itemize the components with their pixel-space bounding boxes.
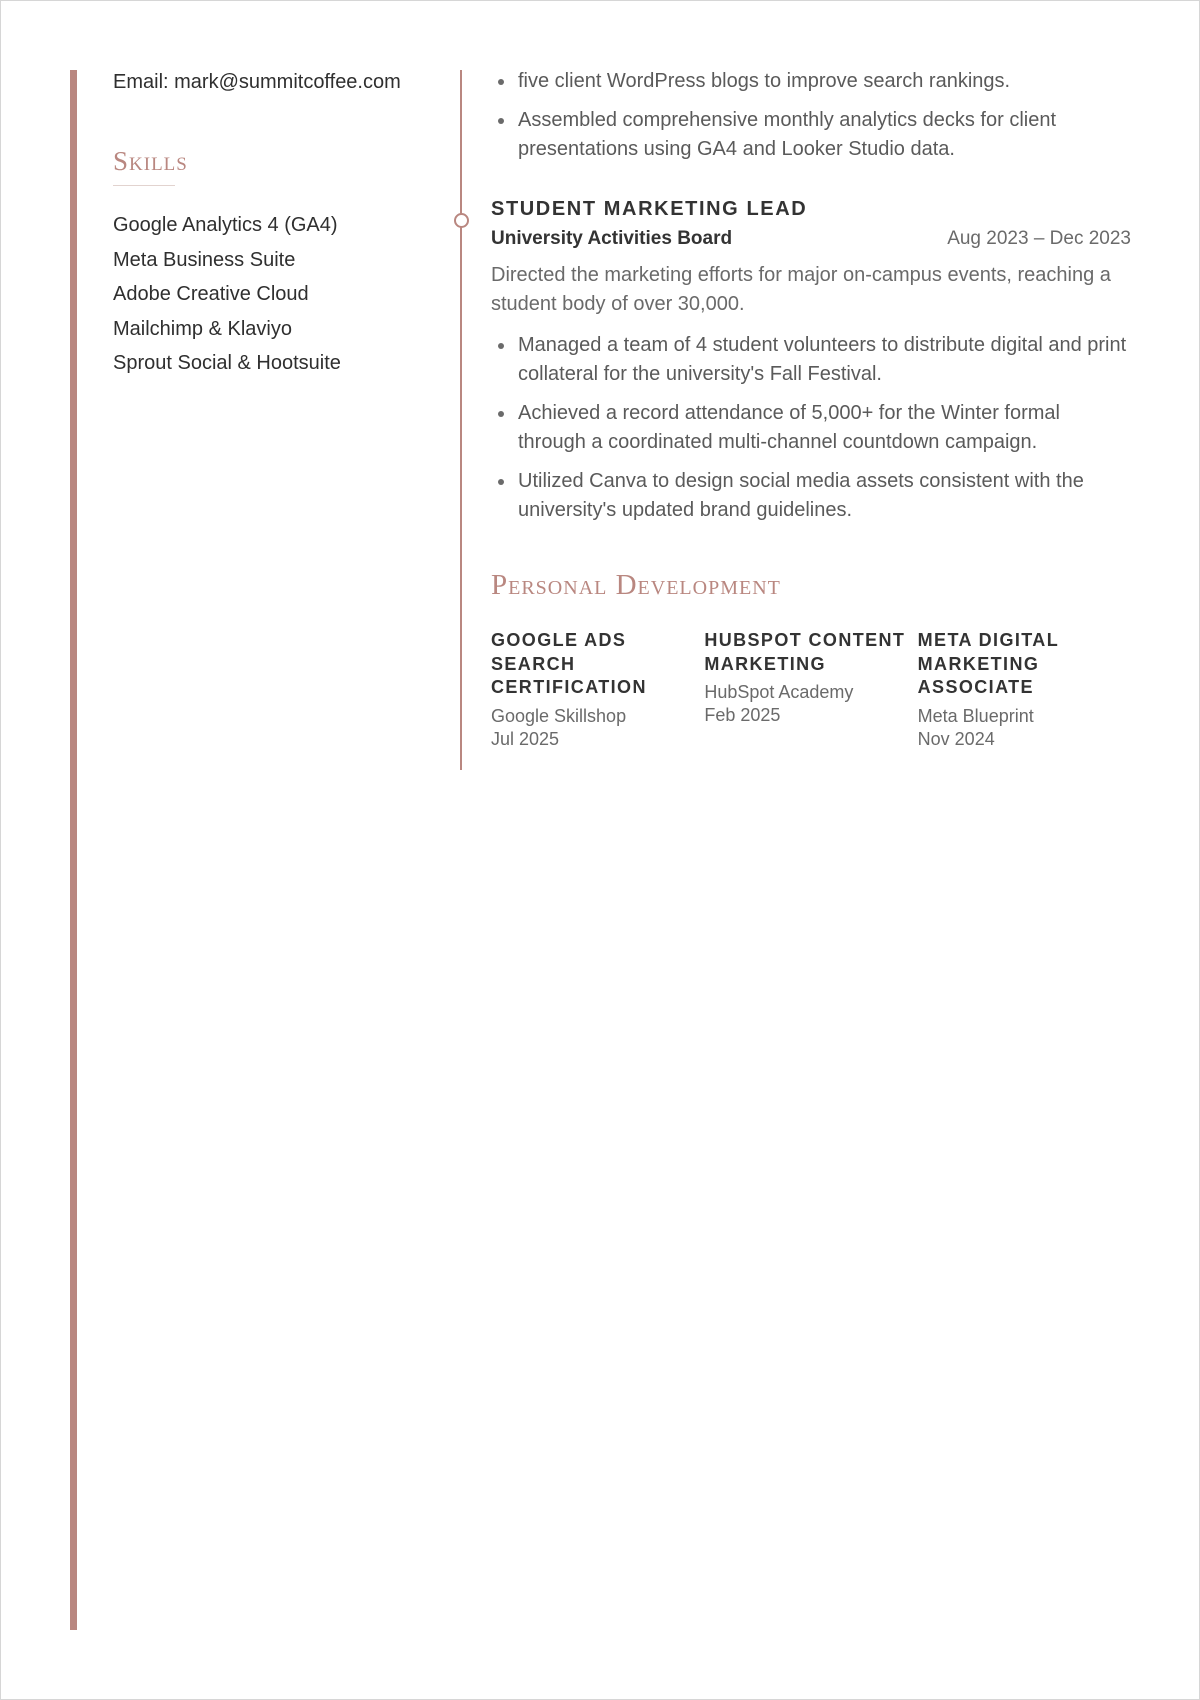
skills-heading: [113, 145, 443, 194]
certification-name: HUBSPOT CONTENT MARKETING: [704, 630, 906, 674]
timeline-marker-icon: [454, 213, 469, 228]
skill-item: Sprout Social & Hootsuite: [113, 352, 341, 374]
accent-bar: [70, 70, 77, 1630]
skills-list: [113, 208, 443, 381]
certification-date: Feb 2025: [704, 705, 781, 725]
certification-item: [704, 629, 917, 751]
personal-development-heading: Personal Development: [491, 569, 781, 601]
sidebar: [113, 67, 443, 381]
skill-item: Adobe Creative Cloud: [113, 283, 309, 305]
job-title: STUDENT MARKETING LEAD: [491, 198, 808, 220]
certification-name: META DIGITAL MARKETING ASSOCIATE: [917, 630, 1059, 697]
bullet-item: Assembled comprehensive monthly analytics decks for client presentations using GA4 and Looker Studio data.: [518, 106, 1131, 164]
bullet-item: Achieved a record attendance of 5,000+ for the Winter formal through a coordinated multi-channel countdown campaign.: [518, 399, 1131, 457]
bullet-item: five client WordPress blogs to improve search rankings.: [518, 67, 1131, 96]
bullet-item: Managed a team of 4 student volunteers to distribute digital and print collateral for the university's Fall Festival.: [518, 331, 1131, 389]
previous-job-bullets: [491, 67, 1131, 164]
job-entry: [491, 194, 1131, 525]
certification-item: [918, 629, 1131, 751]
certification-issuer: HubSpot Academy: [704, 682, 854, 702]
job-summary: Directed the marketing efforts for major on-campus events, reaching a student body of over 30,000.: [491, 264, 1111, 315]
certification-date: Jul 2025: [491, 728, 560, 749]
certification-issuer: Google Skillshop: [491, 705, 627, 726]
contact-email[interactable]: Email: mark@summitcoffee.com: [113, 71, 401, 93]
certification-issuer: Meta Blueprint: [917, 705, 1034, 726]
bullet-item: Utilized Canva to design social media assets consistent with the university's updated brand guidelines.: [518, 467, 1131, 525]
main-content: [491, 67, 1131, 751]
skill-item: Meta Business Suite: [113, 248, 296, 271]
certification-name: GOOGLE ADS SEARCH CERTIFICATION: [491, 630, 647, 697]
skills-heading-text: Skills: [113, 146, 188, 176]
job-dates: Aug 2023 – Dec 2023: [947, 228, 1131, 249]
job-meta: [491, 224, 1131, 254]
job-bullets: [491, 331, 1131, 525]
skills-heading-rule: [113, 185, 175, 186]
timeline-line: [460, 70, 462, 770]
certifications: [491, 629, 1131, 751]
certification-item: [491, 629, 704, 751]
certification-date: Nov 2024: [917, 728, 995, 749]
job-organization: University Activities Board: [491, 228, 733, 249]
skill-item: Google Analytics 4 (GA4): [113, 214, 338, 236]
skill-item: Mailchimp & Klaviyo: [113, 317, 292, 340]
